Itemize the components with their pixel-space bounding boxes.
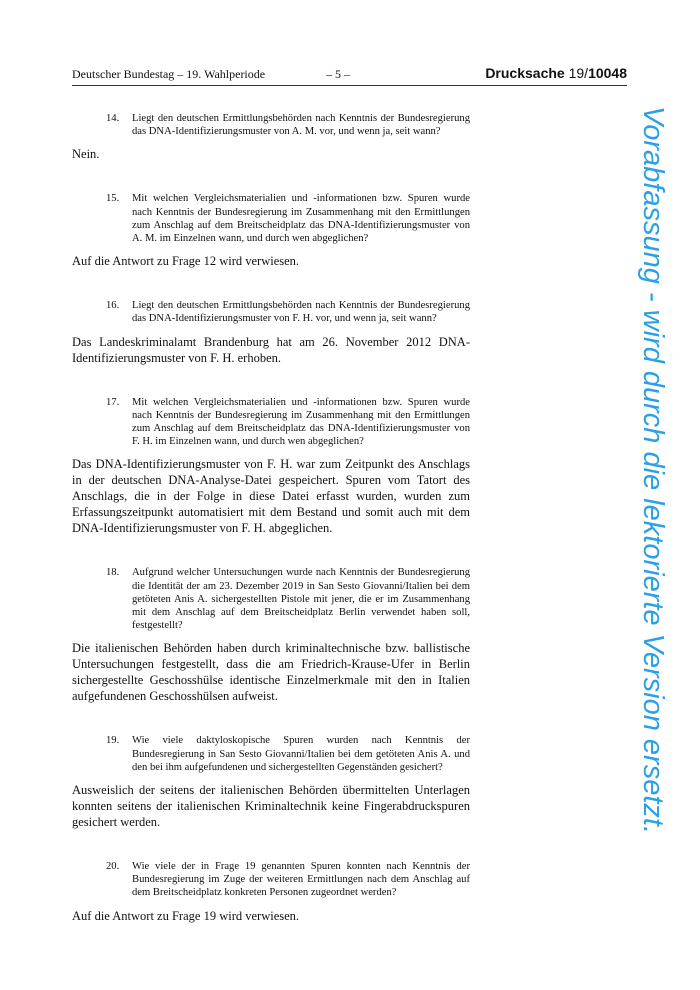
answer-20: Auf die Antwort zu Frage 19 wird verwiesen. (72, 908, 300, 923)
page-number: – 5 – (326, 67, 350, 81)
draft-watermark: Vorabfassung - wird durch die lektorierte Version ersetzt. (637, 106, 669, 835)
question-text: Aufgrund welcher Untersuchungen wurde nach Kenntnis der Bundesregierung die Identität der am 23. Dezember 2019 in San Sesto Giovanni/Italien bei dem getöteten Anis A. sichergestellten Pistole mit jener, die er im Zusammenhang mit dem Anschlag auf dem Breitscheidplatz Berlin verwendet haben soll, festgestellt? (132, 567, 470, 632)
question-text: Liegt den deutschen Ermittlungsbehörden nach Kenntnis der Bundesregierung das DNA-Identifizierungsmuster von F. H. vor, und wenn ja, seit wann? (132, 300, 470, 325)
doc-prefix: 19/ (568, 65, 589, 81)
question-number: 19. (106, 735, 120, 747)
page-header (72, 67, 627, 86)
question-15 (72, 192, 470, 245)
question-text: Wie viele der in Frage 19 genannten Spuren konnten nach Kenntnis der Bundesregierung im Zuge der weiteren Ermittlungen nach dem Anschlag auf dem Breitscheidplatz konkreten Personen zugeordnet werden? (132, 861, 470, 899)
question-16 (72, 299, 470, 325)
question-20 (72, 860, 470, 900)
question-14 (72, 112, 470, 138)
answer-19: Ausweislich der seitens der italienischen Behörden übermittelten Unterlagen konnten seitens der italienischen Kriminaltechnik keine Fingerabdruckspuren gesichert werden. (72, 783, 470, 830)
answer-16: Das Landeskriminalamt Brandenburg hat am 26. November 2012 DNA-Identifizierungsmuster von F. H. erhoben. (72, 334, 470, 365)
question-number: 17. (106, 396, 120, 408)
answer-17: Das DNA-Identifizierungsmuster von F. H. war zum Zeitpunkt des Anschlags in der deutschen DNA-Analyse-Datei gespeichert. Spuren vom Tatort des Anschlags, die in der Folge in diese Datei erfasst wurden, wurden zum Erfassungszeitpunkt automatisiert mit dem Bestand und somit auch mit dem DNA-Identifizierungsmuster von F. H. abgeglichen. (72, 457, 470, 536)
question-text: Wie viele daktyloskopische Spuren wurden nach Kenntnis der Bundesregierung in San Sesto Giovanni/Italien bei dem getöteten Anis A. und den bei ihm aufgefundenen und sichergestellten Gegenständen gesichert? (132, 735, 470, 773)
answer-14: Nein. (72, 147, 100, 162)
question-text: Mit welchen Vergleichsmaterialien und -informationen bzw. Spuren wurde nach Kenntnis der Bundesregierung im Zusammenhang mit den Ermittlungen zum Anschlag auf dem Breitscheidplatz das DNA-Identifizierungsmuster von A. M. im Einzelnen wann, und durch wen abgeglichen? (132, 193, 470, 245)
question-number: 20. (106, 861, 120, 873)
question-19 (72, 734, 470, 774)
header-parliament: Deutscher Bundestag – 19. Wahlperiode (72, 67, 266, 81)
qa-content (72, 112, 470, 954)
question-text: Liegt den deutschen Ermittlungsbehörden nach Kenntnis der Bundesregierung das DNA-Identifizierungsmuster von A. M. vor, und wenn ja, seit wann? (132, 113, 470, 138)
doc-label: Drucksache (485, 65, 565, 81)
answer-18: Die italienischen Behörden haben durch kriminaltechnische bzw. ballistische Untersuchungen festgestellt, dass die am Friedrich-Krause-Ufer in Berlin sichergestellte Geschosshülse identische Einzelmerkmale mit den in Italien aufgefundenen Geschosshülsen aufweist. (72, 641, 470, 704)
question-number: 14. (106, 113, 120, 124)
question-17 (72, 396, 470, 449)
answer-15: Auf die Antwort zu Frage 12 wird verwiesen. (72, 254, 300, 269)
doc-number: 10048 (588, 65, 627, 81)
question-number: 15. (106, 193, 120, 205)
document-number (485, 65, 627, 81)
question-number: 16. (106, 300, 120, 312)
question-text: Mit welchen Vergleichsmaterialien und -informationen bzw. Spuren wurde nach Kenntnis der Bundesregierung im Zusammenhang mit den Ermittlungen zum Anschlag auf dem Breitscheidplatz das DNA-Identifizierungsmuster von F. H. im Einzelnen wann, und durch wen abgeglichen? (132, 396, 470, 448)
question-number: 18. (106, 567, 120, 579)
question-18 (72, 566, 470, 632)
